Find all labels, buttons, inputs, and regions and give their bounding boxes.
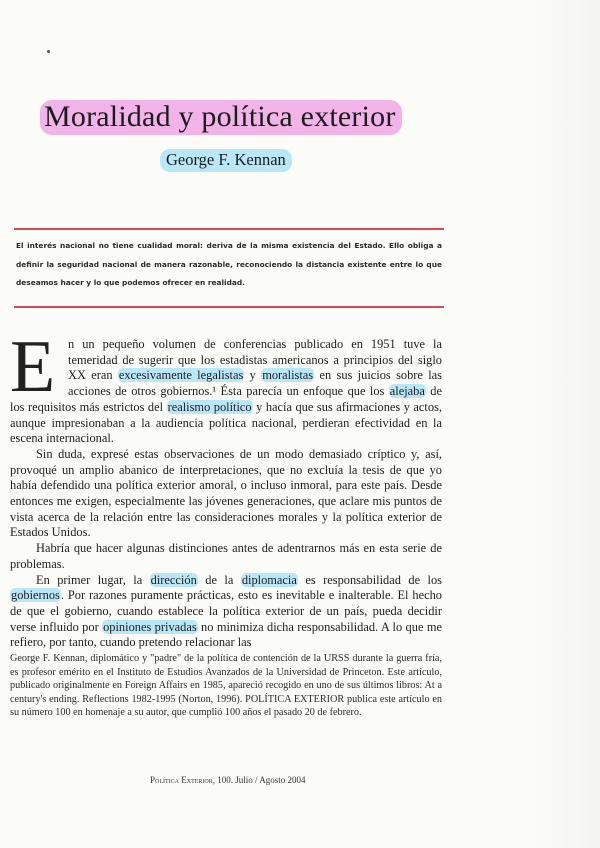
paragraph-1 — [10, 326, 443, 447]
p1-highlight-2: moralistas — [262, 368, 314, 383]
paragraph-4 — [10, 573, 442, 652]
author-highlight: George F. Kennan — [160, 149, 292, 172]
footer-issue: , 100. Julio / Agosto 2004 — [212, 775, 306, 785]
p4-text-b: de la — [197, 572, 241, 587]
p1-text-b: y — [244, 368, 262, 383]
p4-highlight-2: diplomacia — [241, 572, 297, 587]
p1-text-a: n un pequeño volumen de conferencias publicado en 1951 tuve la temeridad de sugerir que los estadistas americanos a principios del siglo XX eran — [68, 337, 442, 383]
p1-text-d: de los requisitos más estrictos del — [10, 384, 442, 414]
paragraph-3: Habría que hacer algunas distinciones antes de adentrarnos más en esta serie de problemas. — [10, 541, 442, 571]
p1-text-e: y hacía que sus afirmaciones y actos, aunque impresionaban a la audiencia política nacional, perdieran efectividad en la escena internacional. — [10, 399, 442, 446]
scan-shadow — [530, 0, 600, 848]
p1-text-c: en sus juicios sobre las acciones de otros gobiernos.¹ Ésta parecía un enfoque que los — [68, 368, 443, 399]
p4-highlight-1: dirección — [150, 572, 197, 587]
p1-highlight-1: excesivamente legalistas — [118, 368, 244, 383]
paragraph-2: Sin duda, expresé estas observaciones de un modo demasiado críptico y, así, provoqué un amplio abanico de interpretaciones, que no excluía la tesis de que yo había defendido una política exterior amoral, o incluso inmoral, para este país. Desde entonces me exigen, especialmente las jóvenes generaciones, que aclare mis puntos de vista acerca de la relación entre las consideraciones morales y la política exterior de Estados Unidos. — [10, 446, 442, 540]
abstract-text: El interés nacional no tiene cualidad moral: deriva de la misma existencia del Estado. Ello obliga a definir la seguridad nacional de manera razonable, reconociendo la distancia existente entre lo que deseamos hacer y lo que podemos ofrecer en realidad. — [16, 241, 442, 287]
title-highlight: Moralidad y política exterior — [40, 100, 402, 135]
author-footnote: George F. Kennan, diplomático y "padre" de la política de contención de la URSS durante la guerra fría, es profesor emérito en el Instituto de Estudios Avanzados de la Universidad de Princeton. Este artículo, publicado originalmente en Foreign Affairs en 1985, apareció recogido en uno de sus últimos libros: At a century's ending. Reflections 1982-1995 (Norton, 1996). POLÍTICA EXTERIOR publica este artículo en su número 100 en homenaje a su autor, que cumplió 100 años el pasado 20 de febrero. — [10, 653, 442, 719]
p4-text-e: no minimiza dicha responsabilidad. A lo que me refiero, por tanto, cuando pretendo relacionar las — [10, 619, 442, 650]
p4-text-d: . Por razones puramente prácticas, esto es inevitable e inalterable. El hecho de que el gobierno, cuando establece la política exterior de un país, pueda decidir verse influido por — [10, 588, 442, 634]
footer-journal: Política Exterior — [150, 775, 213, 785]
p4-text-c: es responsabilidad de los — [297, 572, 443, 587]
p1-highlight-4: realismo político — [167, 399, 252, 414]
p4-highlight-3: gobiernos — [11, 588, 60, 603]
drop-cap: E — [10, 326, 56, 408]
article-body — [10, 326, 443, 651]
p4-text-a: En primer lugar, la — [36, 572, 150, 587]
article-author — [160, 150, 292, 170]
p1-highlight-3: alejaba — [389, 384, 425, 399]
scan-speck — [47, 50, 50, 53]
p4-highlight-4: opiniones privadas — [103, 619, 197, 634]
page-footer — [150, 775, 306, 785]
article-title — [40, 100, 402, 134]
